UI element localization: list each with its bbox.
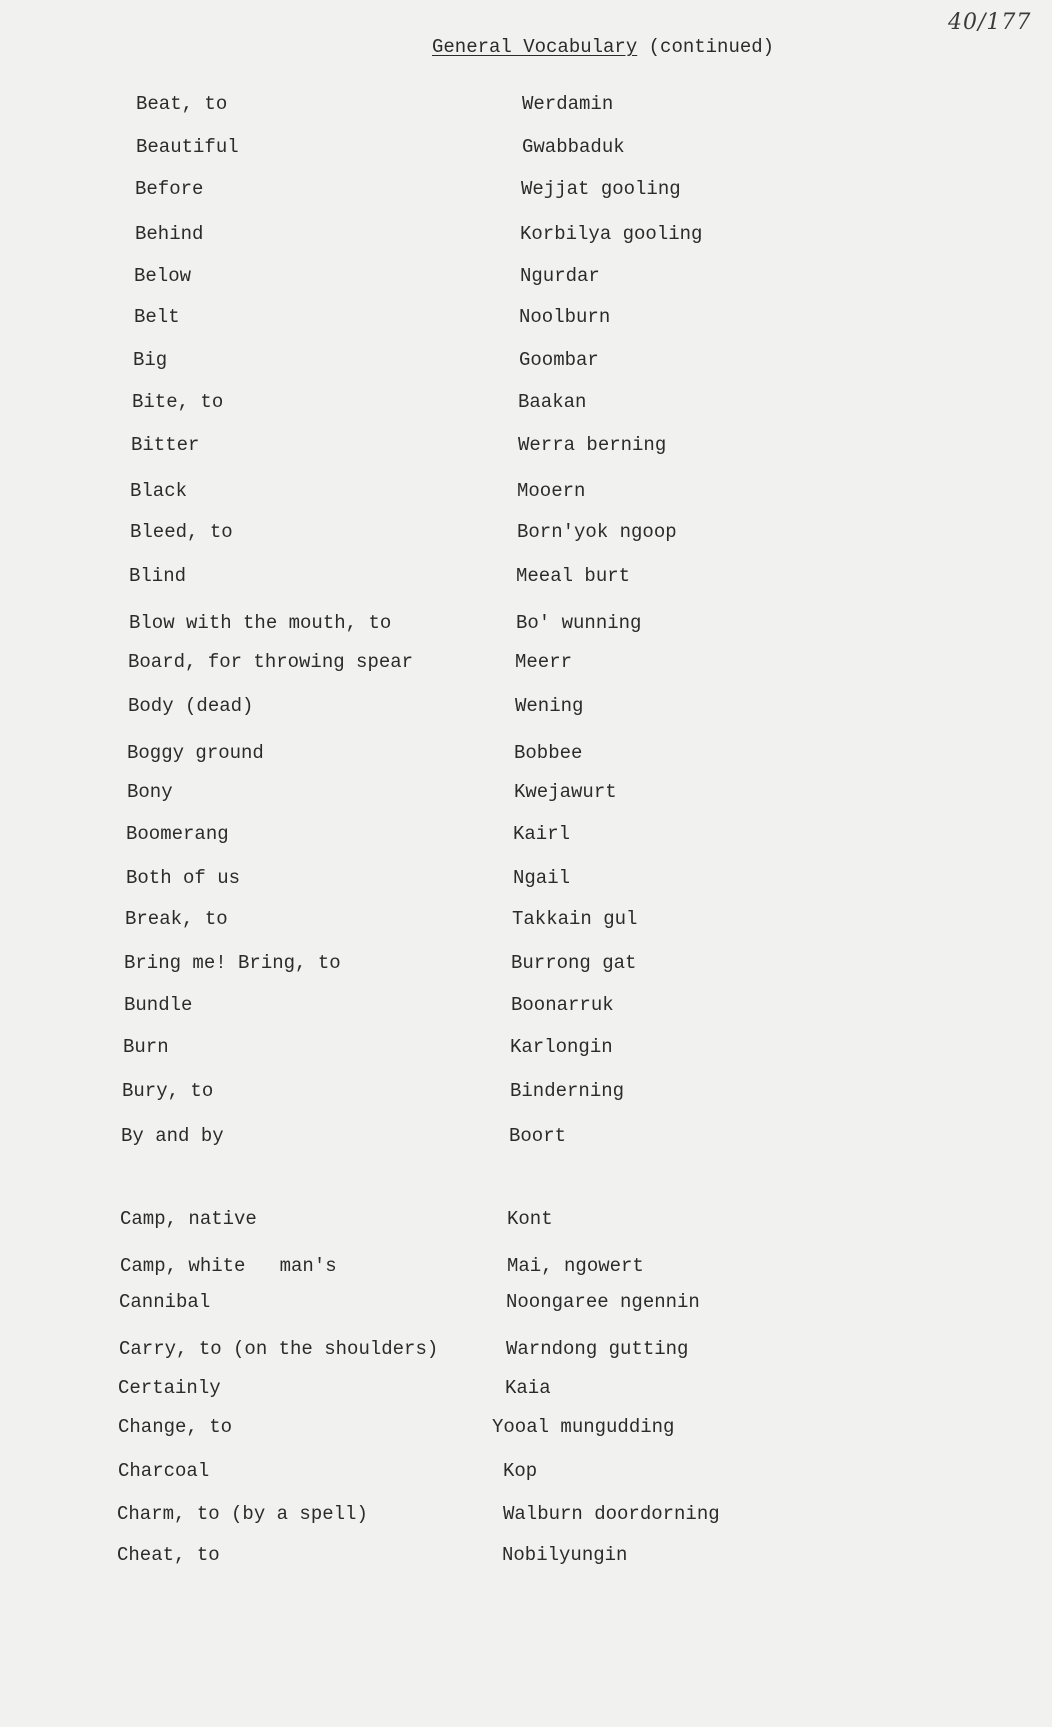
aboriginal-term: Yooal mungudding	[492, 1416, 675, 1438]
aboriginal-term: Wening	[515, 695, 584, 717]
aboriginal-term: Ngail	[513, 867, 571, 889]
english-term: Carry, to (on the shoulders)	[119, 1338, 439, 1360]
english-term: Break, to	[125, 908, 228, 930]
english-term: Cheat, to	[117, 1544, 220, 1566]
aboriginal-term: Kont	[507, 1208, 553, 1230]
aboriginal-term: Werra berning	[518, 434, 667, 456]
english-term: Bite, to	[132, 391, 224, 413]
aboriginal-term: Bo' wunning	[516, 612, 642, 634]
aboriginal-term: Noongaree ngennin	[506, 1291, 700, 1313]
english-term: Change, to	[118, 1416, 233, 1438]
english-term: Beat, to	[136, 93, 228, 115]
aboriginal-term: Burrong gat	[511, 952, 637, 974]
aboriginal-term: Noolburn	[519, 306, 611, 328]
english-term: Beautiful	[136, 136, 239, 158]
aboriginal-term: Walburn doordorning	[503, 1503, 720, 1525]
english-term: Boggy ground	[127, 742, 264, 764]
aboriginal-term: Ngurdar	[520, 265, 600, 287]
aboriginal-term: Binderning	[510, 1080, 625, 1102]
aboriginal-term: Warndong gutting	[506, 1338, 689, 1360]
aboriginal-term: Karlongin	[510, 1036, 613, 1058]
english-term: Cannibal	[119, 1291, 211, 1313]
english-term: Body (dead)	[128, 695, 254, 717]
folio-number: 40/177	[948, 10, 1032, 35]
english-term: Bleed, to	[130, 521, 233, 543]
aboriginal-term: Takkain gul	[512, 908, 638, 930]
english-term: Boomerang	[126, 823, 229, 845]
heading-suffix: (continued)	[648, 36, 775, 58]
english-term: Before	[135, 178, 204, 200]
aboriginal-term: Kwejawurt	[514, 781, 617, 803]
english-term: Board, for throwing spear	[128, 651, 414, 673]
aboriginal-term: Bobbee	[514, 742, 583, 764]
english-term: Bitter	[131, 434, 200, 456]
heading-title: General Vocabulary	[432, 36, 638, 58]
english-term: Camp, white man's	[120, 1255, 337, 1277]
aboriginal-term: Nobilyungin	[502, 1544, 628, 1566]
english-term: Certainly	[118, 1377, 221, 1399]
aboriginal-term: Kaia	[505, 1377, 551, 1399]
english-term: Behind	[135, 223, 204, 245]
aboriginal-term: Kairl	[513, 823, 571, 845]
aboriginal-term: Meeal burt	[516, 565, 631, 587]
english-term: Bundle	[124, 994, 193, 1016]
english-term: Blow with the mouth, to	[129, 612, 392, 634]
english-term: Blind	[129, 565, 187, 587]
english-term: Camp, native	[120, 1208, 257, 1230]
english-term: Bony	[127, 781, 173, 803]
aboriginal-term: Korbilya gooling	[520, 223, 703, 245]
aboriginal-term: Kop	[503, 1460, 538, 1482]
english-term: Bring me! Bring, to	[124, 952, 341, 974]
aboriginal-term: Goombar	[519, 349, 599, 371]
aboriginal-term: Baakan	[518, 391, 587, 413]
english-term: Charcoal	[118, 1460, 210, 1482]
english-term: Both of us	[126, 867, 241, 889]
aboriginal-term: Born'yok ngoop	[517, 521, 677, 543]
aboriginal-term: Mooern	[517, 480, 586, 502]
english-term: Below	[134, 265, 192, 287]
english-term: Black	[130, 480, 188, 502]
english-term: Burn	[123, 1036, 169, 1058]
aboriginal-term: Boonarruk	[511, 994, 614, 1016]
aboriginal-term: Mai, ngowert	[507, 1255, 644, 1277]
english-term: Bury, to	[122, 1080, 214, 1102]
english-term: Charm, to (by a spell)	[117, 1503, 368, 1525]
aboriginal-term: Gwabbaduk	[522, 136, 625, 158]
english-term: Big	[133, 349, 168, 371]
aboriginal-term: Meerr	[515, 651, 573, 673]
aboriginal-term: Werdamin	[522, 93, 614, 115]
english-term: By and by	[121, 1125, 224, 1147]
english-term: Belt	[134, 306, 180, 328]
aboriginal-term: Boort	[509, 1125, 567, 1147]
aboriginal-term: Wejjat gooling	[521, 178, 681, 200]
